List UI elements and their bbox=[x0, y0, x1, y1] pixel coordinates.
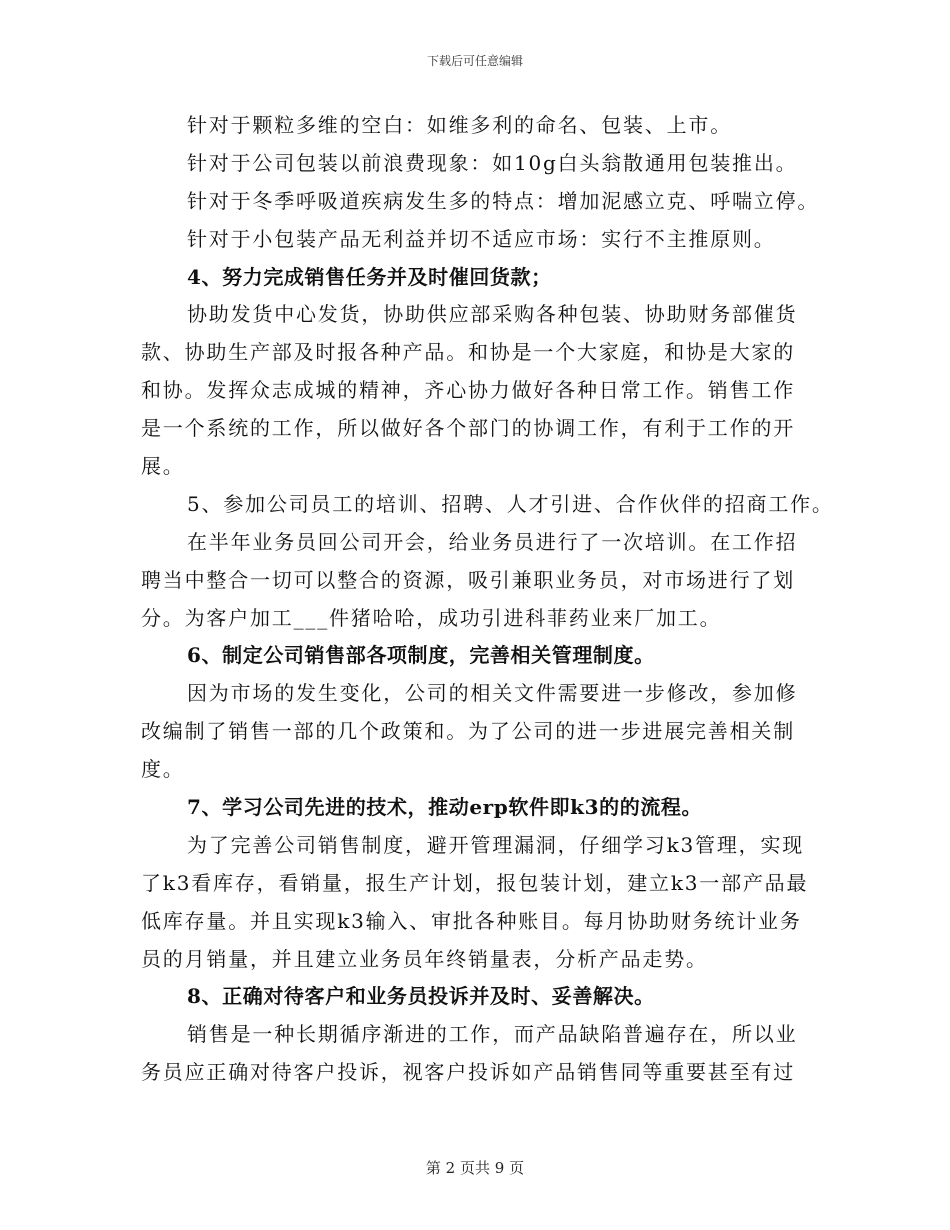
page-number: 第 2 页共 9 页 bbox=[425, 1159, 525, 1177]
section-heading: 8、正确对待客户和业务员投诉并及时、妥善解决。 bbox=[187, 984, 655, 1009]
text-line: 改编制了销售一部的几个政策和。为了公司的进一步进展完善相关制 bbox=[141, 719, 795, 744]
text-line: 在半年业务员回公司开会，给业务员进行了一次培训。在工作招 bbox=[187, 529, 798, 554]
text-line: 针对于冬季呼吸道疾病发生多的特点：增加泥感立克、呼喘立停。 bbox=[187, 188, 820, 213]
text-line: 协助发货中心发货，协助供应部采购各种包装、协助财务部催货 bbox=[187, 302, 798, 327]
text-line: 了k3看库存，看销量，报生产计划，报包装计划，建立k3一部产品最 bbox=[141, 870, 809, 895]
section-heading: 5、参加公司员工的培训、招聘、人才引进、合作伙伴的招商工作。 bbox=[187, 491, 834, 516]
text-line: 为了完善公司销售制度，避开管理漏洞，仔细学习k3管理，实现 bbox=[187, 832, 805, 857]
text-line: 针对于小包装产品无利益并切不适应市场：实行不主推原则。 bbox=[187, 226, 776, 251]
text-line: 展。 bbox=[141, 454, 185, 479]
text-line: 分。为客户加工___件猪哈哈，成功引进科菲药业来厂加工。 bbox=[141, 605, 722, 630]
document-body bbox=[141, 107, 834, 1092]
text-line: 和协。发挥众志成城的精神，齐心协力做好各种日常工作。销售工作 bbox=[141, 378, 795, 403]
text-line: 度。 bbox=[141, 757, 185, 782]
section-heading: 6、制定公司销售部各项制度，完善相关管理制度。 bbox=[187, 643, 655, 668]
text-line: 因为市场的发生变化，公司的相关文件需要进一步修改，参加修 bbox=[187, 681, 798, 706]
section-heading: 7、学习公司先进的技术，推动erp软件即k3的的流程。 bbox=[187, 795, 703, 820]
text-line: 针对于公司包装以前浪费现象：如10g白头翁散通用包装推出。 bbox=[187, 150, 798, 175]
text-line: 聘当中整合一切可以整合的资源，吸引兼职业务员，对市场进行了划 bbox=[141, 567, 795, 592]
text-line: 员的月销量，并且建立业务员年终销量表，分析产品走势。 bbox=[141, 946, 708, 971]
text-line: 款、协助生产部及时报各种产品。和协是一个大家庭，和协是大家的 bbox=[141, 340, 795, 365]
text-line: 销售是一种长期循序渐进的工作，而产品缺陷普遍存在，所以业 bbox=[187, 1022, 798, 1047]
page-header: 下载后可任意编辑 bbox=[426, 54, 523, 68]
text-line: 低库存量。并且实现k3输入、审批各种账目。每月协助财务统计业务 bbox=[141, 908, 802, 933]
text-line: 务员应正确对待客户投诉，视客户投诉如产品销售同等重要甚至有过 bbox=[141, 1060, 795, 1085]
text-line: 是一个系统的工作，所以做好各个部门的协调工作，有利于工作的开 bbox=[141, 416, 795, 441]
section-heading: 4、努力完成销售任务并及时催回货款； bbox=[187, 264, 552, 289]
text-line: 针对于颗粒多维的空白：如维多利的命名、包装、上市。 bbox=[187, 113, 732, 137]
